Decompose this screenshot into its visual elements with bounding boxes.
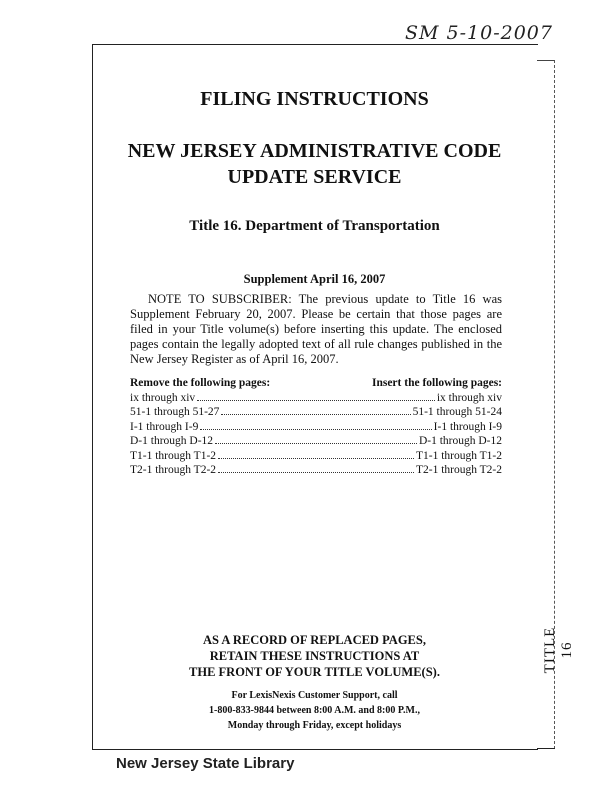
- table-row: [130, 449, 502, 464]
- insert-pages: D-1 through D-12: [418, 435, 502, 447]
- insert-pages: T1-1 through T1-2: [415, 449, 502, 462]
- table-row: [130, 434, 502, 449]
- remove-pages: D-1 through D-12: [130, 435, 214, 447]
- remove-pages: ix through xiv: [130, 391, 196, 404]
- remove-pages: T2-1 through T2-2: [130, 464, 217, 476]
- tab-divider: [537, 748, 555, 749]
- insert-pages: T2-1 through T2-2: [415, 464, 502, 476]
- leader-dots: [215, 434, 417, 444]
- retain-instructions: [92, 632, 537, 680]
- remove-header: Remove the following pages:: [130, 377, 271, 389]
- table-row: [130, 391, 502, 406]
- insert-pages: 51-1 through 51-24: [412, 406, 502, 418]
- customer-support: [92, 688, 537, 733]
- insert-pages: I-1 through I-9: [433, 420, 502, 433]
- insert-pages: ix through xiv: [436, 391, 502, 404]
- page-replacement-table: [130, 376, 502, 478]
- table-row: [130, 405, 502, 420]
- remove-pages: T1-1 through T1-2: [130, 449, 217, 462]
- support-line3: Monday through Friday, except holidays: [227, 720, 402, 731]
- insert-header: Insert the following pages:: [371, 377, 502, 389]
- main-title-line1: NEW JERSEY ADMINISTRATIVE CODE: [127, 140, 502, 162]
- library-stamp: New Jersey State Library: [116, 755, 295, 772]
- table-row: [130, 463, 502, 478]
- retain-line3: THE FRONT OF YOUR TITLE VOLUME(S).: [189, 665, 440, 679]
- leader-dots: [221, 405, 410, 415]
- leader-dots: [218, 449, 414, 459]
- remove-pages: I-1 through I-9: [130, 420, 199, 433]
- leader-dots: [197, 391, 435, 401]
- leader-dots: [200, 420, 431, 430]
- retain-line1: AS A RECORD OF REPLACED PAGES,: [203, 633, 426, 647]
- title-tab-label: TITLE 16: [542, 626, 575, 674]
- filing-instructions-title: FILING INSTRUCTIONS: [200, 88, 429, 110]
- support-line1: For LexisNexis Customer Support, call: [231, 690, 398, 701]
- department-subtitle: Title 16. Department of Transportation: [189, 218, 440, 234]
- support-line2: 1-800-833-9844 between 8:00 A.M. and 8:00 P.M.,: [208, 705, 420, 716]
- remove-pages: 51-1 through 51-27: [130, 406, 220, 418]
- main-title-line2: UPDATE SERVICE: [227, 166, 402, 188]
- supplement-date: Supplement April 16, 2007: [243, 272, 386, 286]
- table-row: [130, 420, 502, 435]
- table-header: [130, 376, 502, 391]
- handwritten-date-note: SM 5-10-2007: [405, 22, 553, 44]
- leader-dots: [218, 463, 414, 473]
- retain-line2: RETAIN THESE INSTRUCTIONS AT: [209, 649, 420, 663]
- main-title: [92, 138, 537, 190]
- subscriber-note: NOTE TO SUBSCRIBER: The previous update to Title 16 was Supplement February 20, 2007. Please be certain that those pages are filed in your Title volume(s) before inserting this update. The enclosed pages contain the legally adopted text of all rule changes published in the New Jersey Register as of April 16, 2007.: [130, 292, 502, 366]
